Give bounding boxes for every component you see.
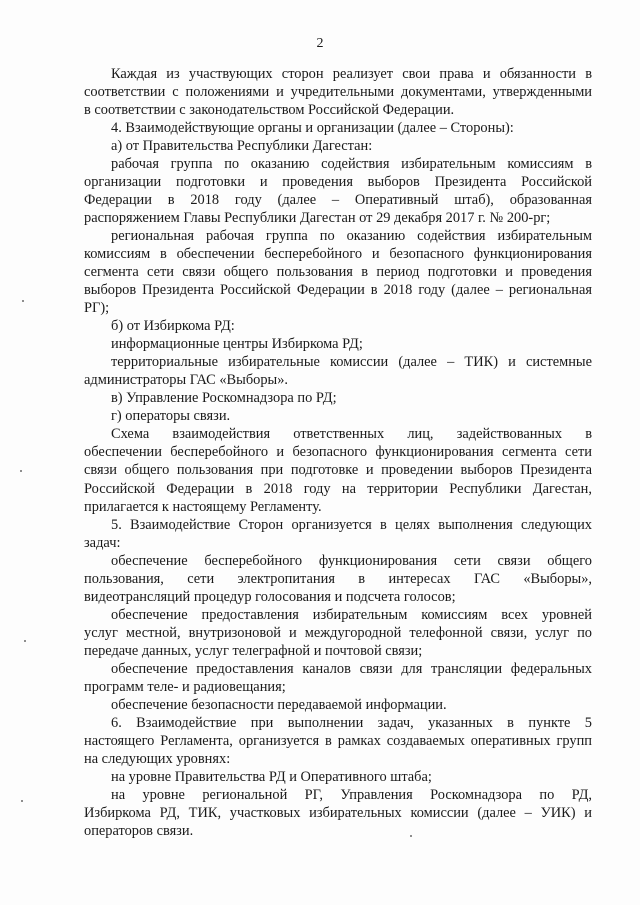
text-line: сегмента сети связи общего пользования в период подготовки и проведения	[84, 264, 592, 281]
text-line: информационные центры Избиркома РД;	[111, 336, 363, 353]
text-line: обеспечении бесперебойного и безопасного функционирования сегмента сети	[84, 444, 592, 461]
text-line: обеспечение бесперебойного функционирования сети связи общего	[111, 552, 592, 569]
text-line: видеотрансляций процедур голосования и подсчета голосов;	[84, 588, 456, 605]
scan-speck	[410, 835, 412, 837]
text-line: настоящего Регламента, организуется в рамках создаваемых оперативных групп	[84, 732, 592, 749]
scan-speck	[22, 300, 24, 302]
text-line: соответствии с положениями и учредительными документами, утвержденными	[84, 84, 592, 100]
scan-speck	[21, 800, 23, 802]
text-line: обеспечение предоставления каналов связи для трансляции федеральных	[111, 660, 592, 677]
text-line: 6. Взаимодействие при выполнении задач, указанных в пункте 5	[111, 714, 592, 731]
page-number: 2	[316, 36, 324, 51]
text-line: на уровне региональной РГ, Управления Роскомнадзора по РД,	[111, 786, 592, 803]
text-line: на уровне Правительства РД и Оперативного штаба;	[111, 768, 432, 785]
scan-speck	[20, 470, 22, 472]
text-line: Каждая из участвующих сторон реализует свои права и обязанности в	[111, 66, 592, 82]
text-line: в соответствии с законодательством Российской Федерации.	[84, 102, 455, 118]
text-line: операторов связи.	[84, 822, 194, 839]
text-line: Избиркома РД, ТИК, участковых избирательных комиссии (далее – УИК) и	[84, 804, 592, 821]
text-line: услуг местной, внутризоновой и междугородной телефонной связи, услуг по	[84, 624, 592, 641]
text-line: задач:	[84, 534, 121, 551]
text-line: а) от Правительства Республики Дагестан:	[111, 138, 373, 155]
text-line: обеспечение предоставления избирательным комиссиям всех уровней	[111, 606, 592, 623]
text-line: распоряжением Главы Республики Дагестан от 29 декабря 2017 г. № 200-рг;	[84, 210, 551, 227]
text-line: г) операторы связи.	[111, 408, 231, 425]
text-line: обеспечение безопасности передаваемой информации.	[111, 696, 447, 713]
text-line: прилагается к настоящему Регламенту.	[84, 498, 322, 515]
text-line: комиссиям в обеспечении бесперебойного и безопасного функционирования	[84, 246, 592, 263]
text-line: Схема взаимодействия ответственных лиц, задействованных в	[111, 426, 592, 443]
text-line: организации подготовки и проведения выборов Президента Российской	[84, 174, 592, 191]
text-line: рабочая группа по оказанию содействия избирательным комиссиям в	[111, 156, 592, 173]
text-line: 4. Взаимодействующие органы и организации (далее – Стороны):	[111, 120, 514, 137]
text-line: связи общего пользования при подготовке и проведении выборов Президента	[84, 462, 592, 479]
text-line: б) от Избиркома РД:	[111, 318, 235, 335]
text-line: пользования, сети электропитания в интересах ГАС «Выборы»,	[84, 570, 592, 587]
text-line: администраторы ГАС «Выборы».	[84, 372, 288, 389]
scan-speck	[24, 640, 26, 642]
text-line: передаче данных, услуг телеграфной и почтовой связи;	[84, 642, 423, 659]
text-line: региональная рабочая группа по оказанию содействия избирательным	[111, 228, 592, 245]
text-line: 5. Взаимодействие Сторон организуется в целях выполнения следующих	[111, 516, 592, 533]
text-line: программ теле- и радиовещания;	[84, 678, 286, 695]
text-line: в) Управление Роскомнадзора по РД;	[111, 390, 337, 407]
text-line: на следующих уровнях:	[84, 750, 231, 767]
text-line: Российской Федерации в 2018 году на территории Республики Дагестан,	[84, 480, 592, 497]
text-line: Федерации в 2018 году (далее – Оперативный штаб), образованная	[84, 192, 592, 209]
text-line: РГ);	[84, 300, 110, 317]
text-line: территориальные избирательные комиссии (далее – ТИК) и системные	[111, 354, 592, 371]
text-line: выборов Президента Российской Федерации в 2018 году (далее – региональная	[84, 282, 592, 299]
